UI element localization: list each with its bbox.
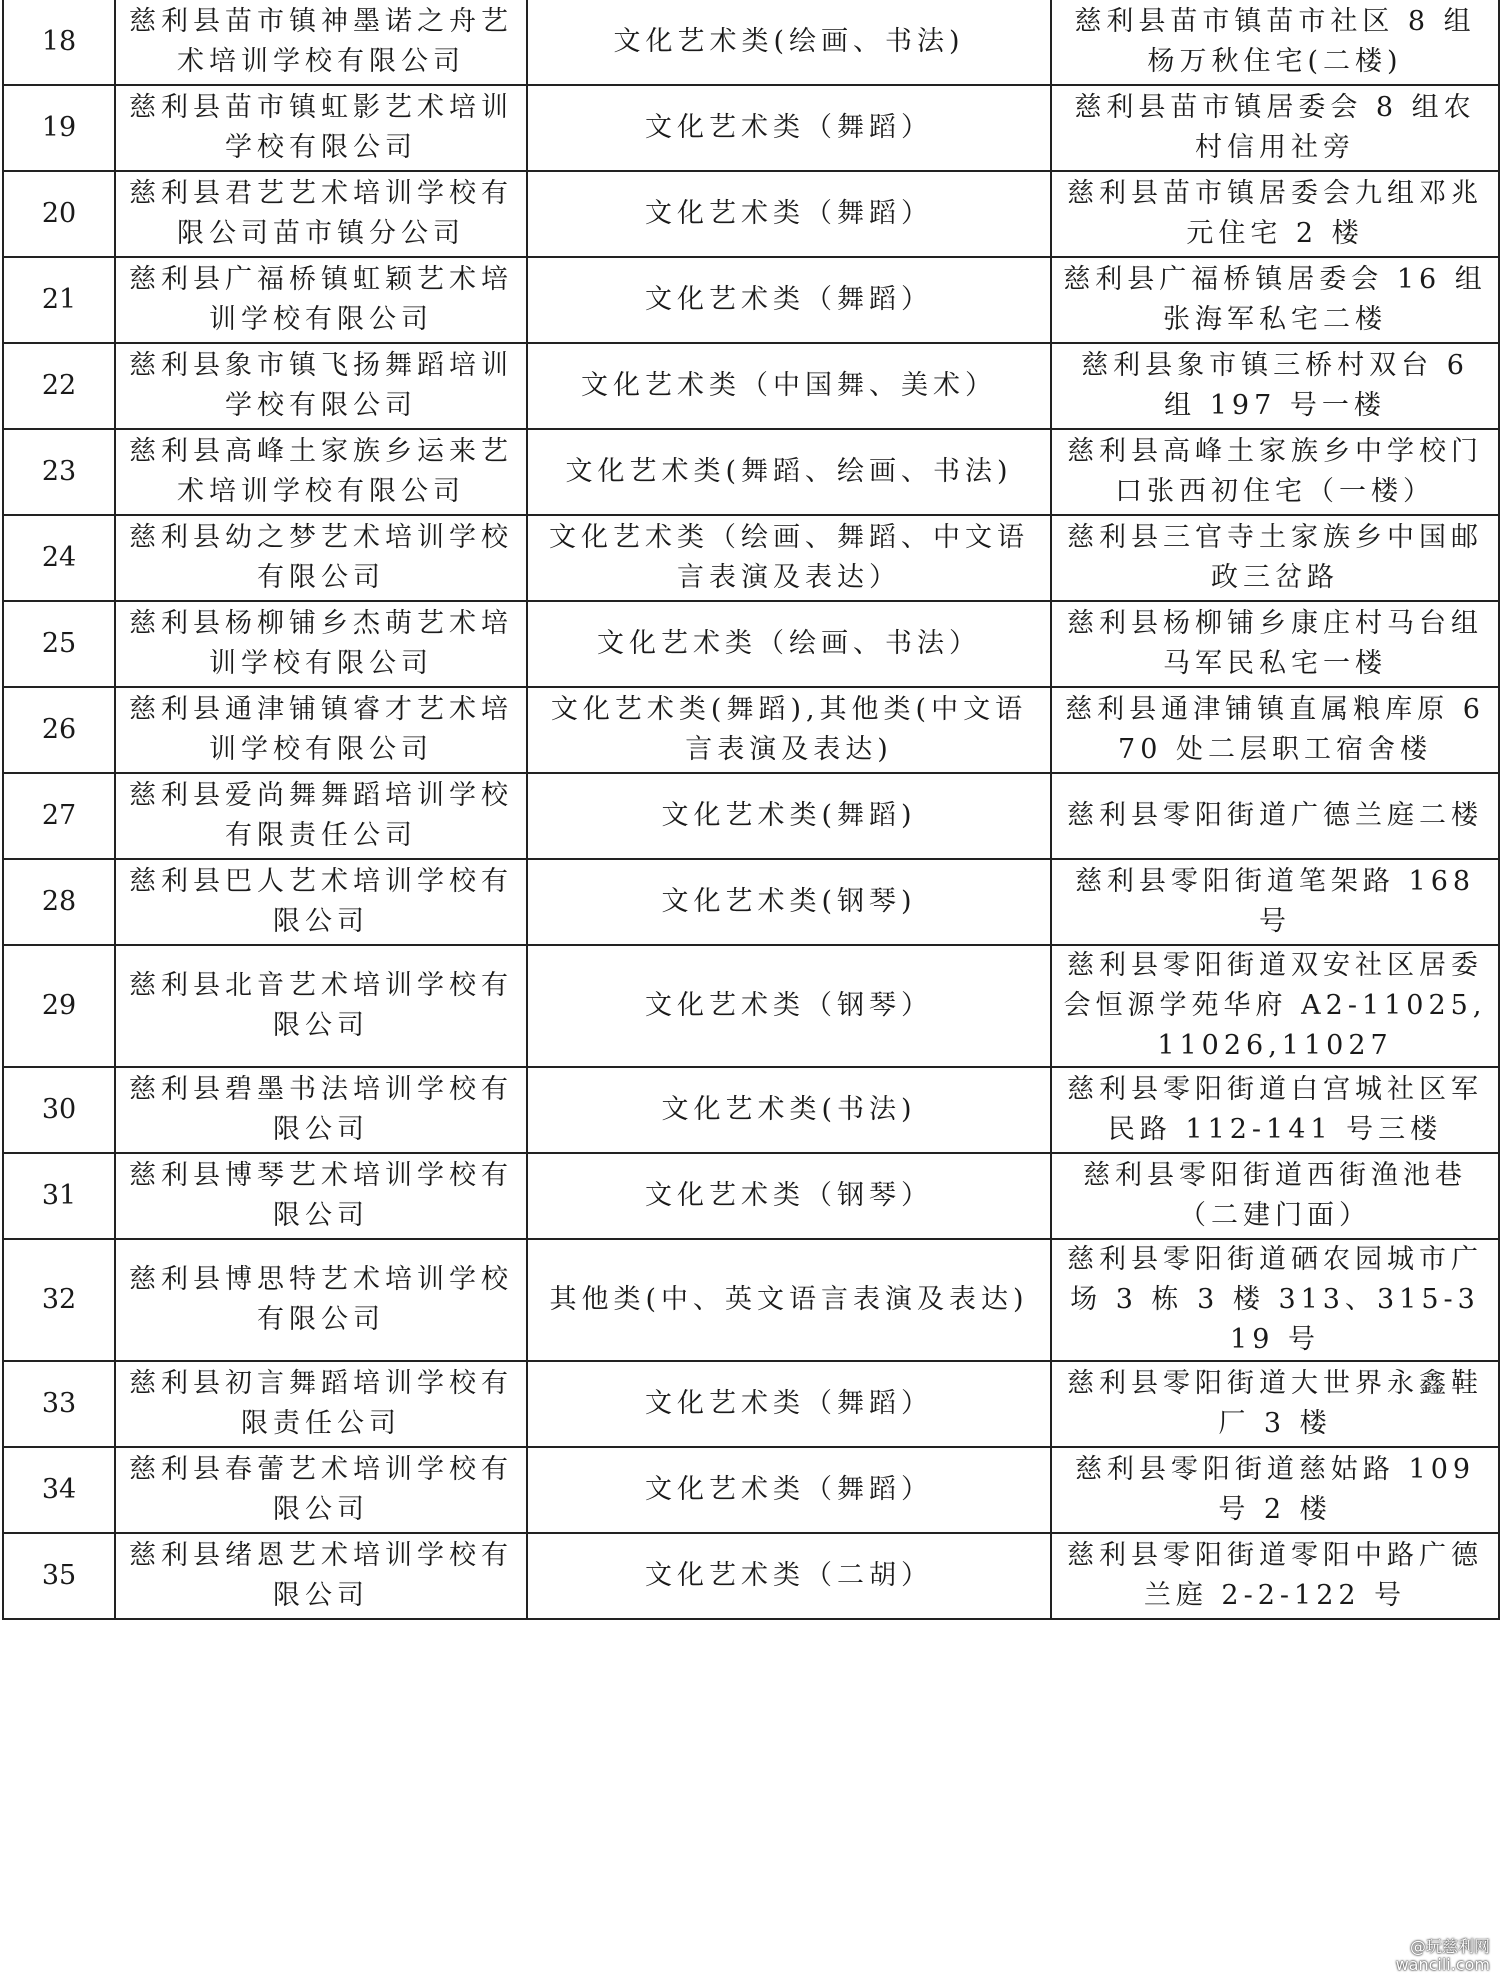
table-row: [3, 1067, 1499, 1153]
table-row: [3, 773, 1499, 859]
school-address: 慈利县零阳街道笔架路 168 号: [1051, 859, 1499, 945]
school-name: 慈利县北音艺术培训学校有限公司: [115, 945, 527, 1067]
training-category: 文化艺术类（中国舞、美术）: [527, 343, 1051, 429]
training-category: 文化艺术类(绘画、书法): [527, 0, 1051, 85]
row-number: 18: [3, 0, 115, 85]
row-number: 25: [3, 601, 115, 687]
school-name: 慈利县碧墨书法培训学校有限公司: [115, 1067, 527, 1153]
training-category: 文化艺术类(舞蹈),其他类(中文语言表演及表达): [527, 687, 1051, 773]
row-number: 19: [3, 85, 115, 171]
row-number: 26: [3, 687, 115, 773]
school-address: 慈利县杨柳铺乡康庄村马台组马军民私宅一楼: [1051, 601, 1499, 687]
table-row: [3, 257, 1499, 343]
school-name: 慈利县春蕾艺术培训学校有限公司: [115, 1447, 527, 1533]
training-category: 文化艺术类（舞蹈）: [527, 1361, 1051, 1447]
training-category: 文化艺术类（舞蹈）: [527, 257, 1051, 343]
school-address: 慈利县三官寺土家族乡中国邮政三岔路: [1051, 515, 1499, 601]
table-row: [3, 1447, 1499, 1533]
training-category: 文化艺术类(舞蹈、绘画、书法): [527, 429, 1051, 515]
row-number: 21: [3, 257, 115, 343]
school-address: 慈利县零阳街道双安社区居委会恒源学苑华府 A2-11025,11026,11027: [1051, 945, 1499, 1067]
table-row: [3, 1533, 1499, 1619]
school-name: 慈利县君艺艺术培训学校有限公司苗市镇分公司: [115, 171, 527, 257]
training-category: 文化艺术类（舞蹈）: [527, 1447, 1051, 1533]
row-number: 32: [3, 1239, 115, 1361]
row-number: 35: [3, 1533, 115, 1619]
training-category: 文化艺术类（钢琴）: [527, 945, 1051, 1067]
school-address: 慈利县通津铺镇直属粮库原 670 处二层职工宿舍楼: [1051, 687, 1499, 773]
watermark-domain: wancili.com: [1395, 1955, 1490, 1974]
school-name: 慈利县巴人艺术培训学校有限公司: [115, 859, 527, 945]
school-address: 慈利县零阳街道大世界永鑫鞋厂 3 楼: [1051, 1361, 1499, 1447]
row-number: 31: [3, 1153, 115, 1239]
school-name: 慈利县爱尚舞舞蹈培训学校有限责任公司: [115, 773, 527, 859]
watermark-site-name: @玩慈利网: [1409, 1937, 1490, 1956]
school-address: 慈利县高峰土家族乡中学校门口张西初住宅（一楼）: [1051, 429, 1499, 515]
school-address: 慈利县广福桥镇居委会 16 组张海军私宅二楼: [1051, 257, 1499, 343]
row-number: 22: [3, 343, 115, 429]
school-address: 慈利县苗市镇居委会九组邓兆元住宅 2 楼: [1051, 171, 1499, 257]
table-row: [3, 1239, 1499, 1361]
school-address: 慈利县零阳街道白宫城社区军民路 112-141 号三楼: [1051, 1067, 1499, 1153]
school-name: 慈利县杨柳铺乡杰萌艺术培训学校有限公司: [115, 601, 527, 687]
school-address: 慈利县苗市镇苗市社区 8 组杨万秋住宅(二楼): [1051, 0, 1499, 85]
row-number: 30: [3, 1067, 115, 1153]
school-name: 慈利县广福桥镇虹颖艺术培训学校有限公司: [115, 257, 527, 343]
table-row: [3, 171, 1499, 257]
row-number: 34: [3, 1447, 115, 1533]
table-row: [3, 429, 1499, 515]
row-number: 23: [3, 429, 115, 515]
training-category: 文化艺术类（绘画、书法）: [527, 601, 1051, 687]
row-number: 33: [3, 1361, 115, 1447]
row-number: 28: [3, 859, 115, 945]
training-category: 其他类(中、英文语言表演及表达): [527, 1239, 1051, 1361]
table-row: [3, 343, 1499, 429]
school-name: 慈利县通津铺镇睿才艺术培训学校有限公司: [115, 687, 527, 773]
table-row: [3, 601, 1499, 687]
table-row: [3, 1153, 1499, 1239]
table-row: [3, 515, 1499, 601]
table-row: [3, 687, 1499, 773]
row-number: 24: [3, 515, 115, 601]
training-school-table: [2, 0, 1500, 1620]
watermark: [1396, 1938, 1490, 1974]
training-category: 文化艺术类（钢琴）: [527, 1153, 1051, 1239]
school-address: 慈利县苗市镇居委会 8 组农村信用社旁: [1051, 85, 1499, 171]
school-name: 慈利县苗市镇神墨诺之舟艺术培训学校有限公司: [115, 0, 527, 85]
training-category: 文化艺术类（二胡）: [527, 1533, 1051, 1619]
school-name: 慈利县博思特艺术培训学校有限公司: [115, 1239, 527, 1361]
school-name: 慈利县幼之梦艺术培训学校有限公司: [115, 515, 527, 601]
row-number: 29: [3, 945, 115, 1067]
table-row: [3, 85, 1499, 171]
training-category: 文化艺术类（舞蹈）: [527, 85, 1051, 171]
training-category: 文化艺术类(书法): [527, 1067, 1051, 1153]
school-name: 慈利县博琴艺术培训学校有限公司: [115, 1153, 527, 1239]
row-number: 27: [3, 773, 115, 859]
school-address: 慈利县零阳街道广德兰庭二楼: [1051, 773, 1499, 859]
school-address: 慈利县零阳街道硒农园城市广场 3 栋 3 楼 313、315-319 号: [1051, 1239, 1499, 1361]
school-name: 慈利县象市镇飞扬舞蹈培训学校有限公司: [115, 343, 527, 429]
table-row: [3, 945, 1499, 1067]
table-row: [3, 1361, 1499, 1447]
school-name: 慈利县高峰土家族乡运来艺术培训学校有限公司: [115, 429, 527, 515]
table-row: [3, 859, 1499, 945]
school-name: 慈利县绪恩艺术培训学校有限公司: [115, 1533, 527, 1619]
school-name: 慈利县初言舞蹈培训学校有限责任公司: [115, 1361, 527, 1447]
school-address: 慈利县零阳街道西街渔池巷（二建门面）: [1051, 1153, 1499, 1239]
school-address: 慈利县零阳街道慈姑路 109 号 2 楼: [1051, 1447, 1499, 1533]
training-category: 文化艺术类（绘画、舞蹈、中文语言表演及表达）: [527, 515, 1051, 601]
school-address: 慈利县象市镇三桥村双台 6 组 197 号一楼: [1051, 343, 1499, 429]
school-name: 慈利县苗市镇虹影艺术培训学校有限公司: [115, 85, 527, 171]
table-row: [3, 0, 1499, 85]
training-category: 文化艺术类(舞蹈): [527, 773, 1051, 859]
row-number: 20: [3, 171, 115, 257]
training-category: 文化艺术类（舞蹈）: [527, 171, 1051, 257]
training-category: 文化艺术类(钢琴): [527, 859, 1051, 945]
school-address: 慈利县零阳街道零阳中路广德兰庭 2-2-122 号: [1051, 1533, 1499, 1619]
